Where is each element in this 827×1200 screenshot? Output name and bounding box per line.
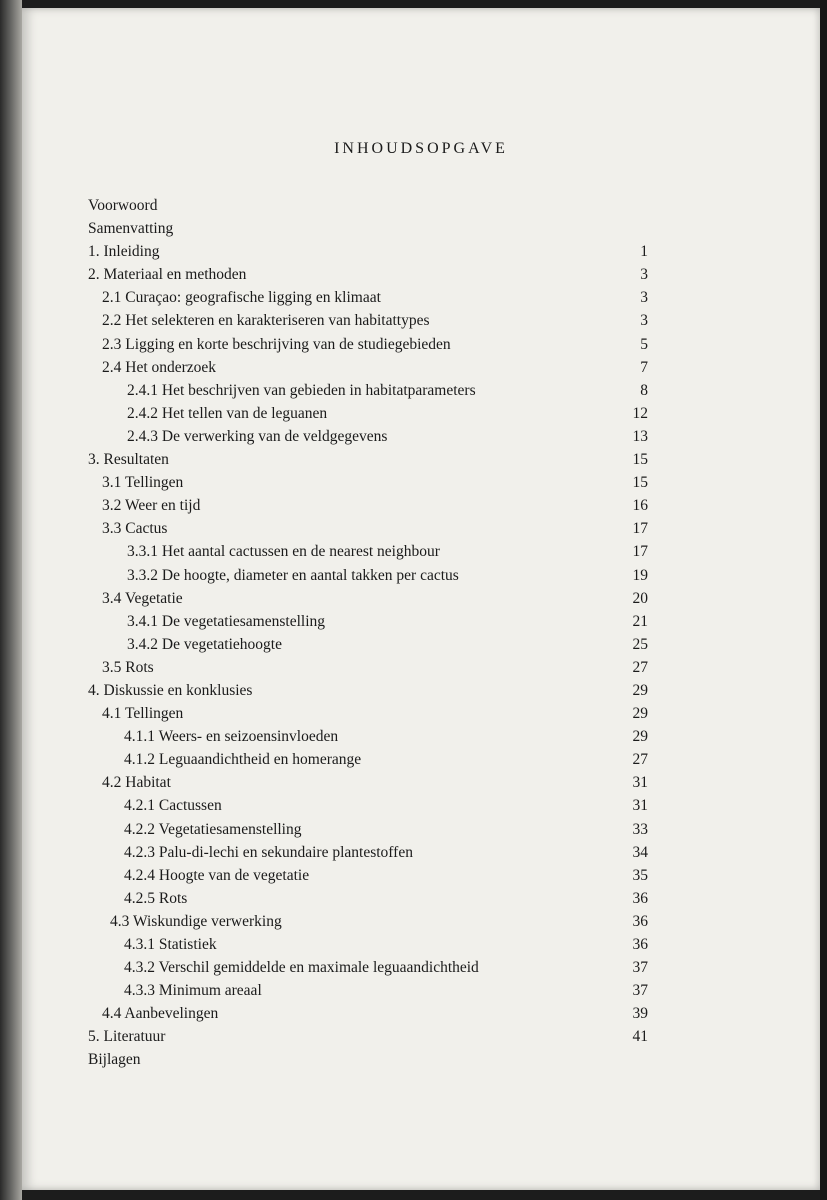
- toc-entry-label: 2.4.3 De verwerking van de veldgegevens: [127, 427, 388, 445]
- toc-entry-label: 4.1 Tellingen: [102, 705, 184, 723]
- toc-entry: [88, 1002, 648, 1025]
- toc-entry-label: 4.2.5 Rots: [124, 889, 188, 907]
- toc-entry: [88, 540, 648, 563]
- toc-entry-label: 2.4 Het onderzoek: [102, 358, 217, 376]
- toc-entry: [88, 633, 648, 656]
- toc-entry-page-number: 8: [640, 381, 648, 399]
- toc-entry-label: 4.2.3 Palu-di-lechi en sekundaire plantestoffen: [124, 843, 413, 861]
- toc-entry-label: 3.4.2 De vegetatiehoogte: [127, 635, 282, 653]
- toc-entry-page-number: 1: [640, 243, 648, 261]
- toc-entry: [88, 979, 648, 1002]
- toc-entry-page-number: 36: [632, 889, 648, 907]
- toc-entry-page-number: 16: [632, 497, 648, 515]
- toc-entry-page-number: 29: [632, 681, 648, 699]
- toc-entry: [88, 194, 648, 217]
- toc-entry-label: 3.2 Weer en tijd: [102, 497, 201, 515]
- toc-entry-page-number: 29: [632, 705, 648, 723]
- toc-entry-label: 4.3.1 Statistiek: [124, 936, 217, 953]
- toc-entry-label: 4.2 Habitat: [102, 774, 171, 792]
- toc-entry-label: 4. Diskussie en konklusies: [88, 681, 253, 699]
- toc-entry: [88, 240, 648, 263]
- toc-entry-label: Bijlagen: [88, 1051, 141, 1069]
- toc-entry-label: 2.3 Ligging en korte beschrijving van de studiegebieden: [102, 335, 451, 353]
- toc-entry-page-number: 3: [640, 266, 648, 284]
- toc-entry-page-number: 33: [632, 820, 648, 838]
- toc-entry-page-number: 15: [632, 474, 648, 492]
- toc-entry-label: 4.2.2 Vegetatiesamenstelling: [124, 820, 302, 838]
- toc-entry-page-number: 19: [632, 566, 648, 584]
- toc-entry-label: Samenvatting: [88, 220, 174, 238]
- toc-entry: [88, 610, 648, 633]
- toc-entry: [88, 564, 648, 587]
- toc-entry: [88, 587, 648, 610]
- toc-entry: [88, 333, 648, 356]
- toc-entry: [88, 841, 648, 864]
- toc-entry-label: 3.1 Tellingen: [102, 474, 184, 492]
- toc-entry: [88, 725, 648, 748]
- toc-entry-page-number: 31: [632, 774, 648, 792]
- paper-sheet: [22, 8, 820, 1190]
- toc-entry-label: 4.1.2 Leguaandichtheid en homerange: [124, 751, 362, 769]
- toc-entry-label: 3.4 Vegetatie: [102, 589, 183, 607]
- toc-entry-page-number: 34: [632, 843, 648, 861]
- toc-entry-label: 4.2.4 Hoogte van de vegetatie: [124, 866, 310, 884]
- toc-entry-page-number: 31: [632, 797, 648, 815]
- table-of-contents: [88, 194, 648, 1072]
- toc-entry-label: 3.3.1 Het aantal cactussen en de nearest neighbour: [127, 543, 440, 561]
- toc-entry-label: 1. Inleiding: [88, 243, 160, 261]
- toc-entry: [88, 702, 648, 725]
- toc-entry-page-number: 35: [632, 866, 648, 884]
- toc-entry-page-number: 27: [632, 658, 648, 676]
- toc-entry-label: 4.3.2 Verschil gemiddelde en maximale leguaandichtheid: [124, 959, 479, 977]
- toc-entry-page-number: 39: [632, 1005, 648, 1023]
- toc-entry-page-number: 25: [632, 635, 648, 653]
- toc-entry: [88, 1025, 648, 1048]
- toc-entry-page-number: 37: [632, 982, 648, 1000]
- toc-entry-label: Voorwoord: [88, 197, 158, 214]
- toc-entry: [88, 887, 648, 910]
- toc-entry-page-number: 36: [632, 912, 648, 930]
- toc-entry-page-number: 29: [632, 728, 648, 746]
- toc-entry-page-number: 20: [632, 589, 648, 607]
- toc-entry-label: 2.4.1 Het beschrijven van gebieden in habitatparameters: [127, 381, 476, 399]
- toc-entry-page-number: 7: [640, 358, 648, 376]
- toc-entry-label: 4.3 Wiskundige verwerking: [110, 912, 282, 930]
- toc-entry-page-number: 3: [640, 289, 648, 307]
- toc-entry: [88, 933, 648, 956]
- toc-entry-label: 4.1.1 Weers- en seizoensinvloeden: [124, 728, 339, 746]
- toc-entry-label: 3.4.1 De vegetatiesamenstelling: [127, 612, 325, 630]
- page-title: INHOUDSOPGAVE: [334, 140, 508, 157]
- toc-entry: [88, 494, 648, 517]
- toc-entry: [88, 679, 648, 702]
- binding-shadow: [0, 0, 22, 1200]
- toc-entry: [88, 448, 648, 471]
- toc-entry: [88, 356, 648, 379]
- toc-entry-label: 2.1 Curaçao: geografische ligging en klimaat: [102, 289, 381, 307]
- toc-entry: [88, 402, 648, 425]
- toc-entry-label: 5. Literatuur: [88, 1028, 166, 1046]
- toc-entry-label: 3.5 Rots: [102, 658, 154, 676]
- toc-entry-label: 4.2.1 Cactussen: [124, 797, 222, 815]
- toc-entry: [88, 818, 648, 841]
- toc-entry: [88, 263, 648, 286]
- toc-entry-page-number: 5: [640, 335, 648, 353]
- toc-entry-label: 4.4 Aanbevelingen: [102, 1005, 219, 1023]
- toc-entry: [88, 217, 648, 240]
- toc-entry-page-number: 21: [632, 612, 648, 630]
- toc-entry: [88, 864, 648, 887]
- toc-entry-label: 3.3.2 De hoogte, diameter en aantal takken per cactus: [127, 566, 459, 584]
- toc-entry-label: 4.3.3 Minimum areaal: [124, 982, 262, 1000]
- toc-entry-page-number: 36: [632, 936, 648, 953]
- toc-entry: [88, 910, 648, 933]
- toc-entry-page-number: 17: [632, 543, 648, 561]
- toc-entry-label: 2.4.2 Het tellen van de leguanen: [127, 404, 328, 422]
- toc-entry-page-number: 13: [632, 427, 648, 445]
- toc-entry: [88, 956, 648, 979]
- toc-entry-page-number: 27: [632, 751, 648, 769]
- toc-entry-page-number: 3: [640, 312, 648, 330]
- toc-entry-label: 2. Materiaal en methoden: [88, 266, 247, 284]
- toc-entry-page-number: 41: [632, 1028, 648, 1046]
- toc-entry-page-number: 17: [632, 520, 648, 538]
- toc-entry: [88, 748, 648, 771]
- toc-entry: [88, 471, 648, 494]
- toc-entry: [88, 771, 648, 794]
- toc-entry: [88, 425, 648, 448]
- toc-entry: [88, 379, 648, 402]
- toc-entry-label: 2.2 Het selekteren en karakteriseren van habitattypes: [102, 312, 430, 330]
- toc-entry-label: 3. Resultaten: [88, 451, 169, 469]
- toc-entry-label: 3.3 Cactus: [102, 520, 168, 538]
- toc-entry: [88, 794, 648, 817]
- toc-entry: [88, 286, 648, 309]
- toc-entry: [88, 1048, 648, 1071]
- toc-entry: [88, 656, 648, 679]
- toc-entry: [88, 309, 648, 332]
- toc-entry-page-number: 12: [632, 404, 648, 422]
- toc-entry-page-number: 15: [632, 451, 648, 469]
- toc-entry-page-number: 37: [632, 959, 648, 977]
- scan-edge: [820, 0, 827, 1200]
- toc-entry: [88, 517, 648, 540]
